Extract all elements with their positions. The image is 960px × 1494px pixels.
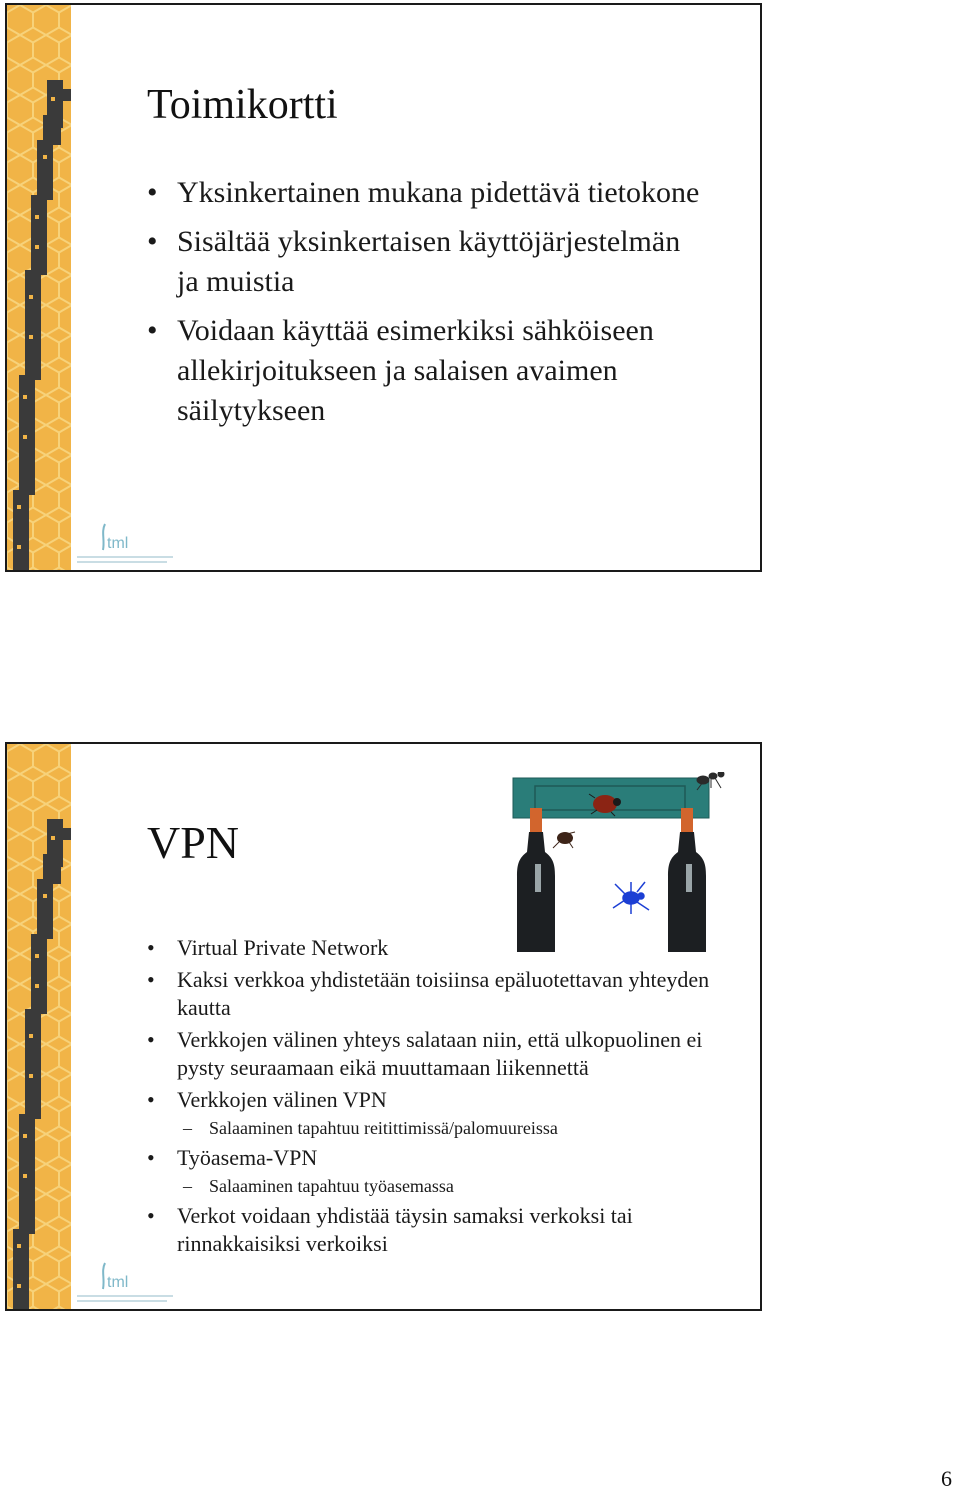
bottle-left xyxy=(517,808,555,952)
page-number: 6 xyxy=(941,1466,952,1491)
slide-title: VPN xyxy=(147,817,240,868)
bullet-item: • Voidaan käyttää esimerkiksi sähköiseen allekirjoitukseen ja salaisen avaimen säilytykseen xyxy=(147,311,707,431)
bullet-item xyxy=(147,1144,727,1198)
tml-logo xyxy=(77,1259,177,1307)
slide-vpn xyxy=(5,742,762,1311)
honeycomb-band xyxy=(7,744,71,1309)
bullet-item: • Sisältää yksinkertaisen käyttöjärjestelmän ja muistia xyxy=(147,222,707,302)
bullet-text: Verkot voidaan yhdistää täysin samaksi verkoksi tai rinnakkaisiksi verkoiksi xyxy=(177,1203,633,1256)
logo-text: tml xyxy=(107,1274,129,1291)
slide-title: Toimikortti xyxy=(147,82,338,128)
spider-icon xyxy=(613,882,649,914)
bullet-text: Virtual Private Network xyxy=(177,935,389,960)
bullet-list xyxy=(147,173,707,440)
bottle-right xyxy=(668,808,706,952)
tml-logo xyxy=(77,520,177,568)
bullet-item xyxy=(147,1202,727,1258)
bullet-list xyxy=(147,934,727,1262)
honeycomb-band xyxy=(7,5,71,570)
bullet-item xyxy=(147,1026,727,1082)
bug-icon xyxy=(553,832,575,848)
bullet-text: Verkkojen välinen yhteys salataan niin, että ulkopuolinen ei pysty seuraamaan eikä muuttamaan liikennettä xyxy=(177,1027,703,1080)
bullet-item xyxy=(147,934,727,962)
sub-bullet-item: – Salaaminen tapahtuu työasemassa xyxy=(177,1174,727,1198)
bullet-item xyxy=(147,966,727,1022)
honeycomb-pattern xyxy=(7,744,71,1311)
bullet-item xyxy=(147,1086,727,1140)
bullet-text: Kaksi verkkoa yhdistetään toisiinsa epäluotettavan yhteyden kautta xyxy=(177,967,710,1020)
bullet-text: Työasema-VPN xyxy=(177,1145,318,1170)
honeycomb-pattern xyxy=(7,5,71,572)
sub-bullet-list xyxy=(177,1174,727,1198)
slide-toimikortti xyxy=(5,3,762,572)
bullet-item: • Yksinkertainen mukana pidettävä tietokone xyxy=(147,173,707,213)
sub-bullet-list xyxy=(177,1116,727,1140)
bottles-pipe-illustration xyxy=(507,772,737,956)
sub-bullet-item: – Salaaminen tapahtuu reitittimissä/palomuureissa xyxy=(177,1116,727,1140)
logo-text: tml xyxy=(107,535,129,552)
bullet-text: Verkkojen välinen VPN xyxy=(177,1087,387,1112)
